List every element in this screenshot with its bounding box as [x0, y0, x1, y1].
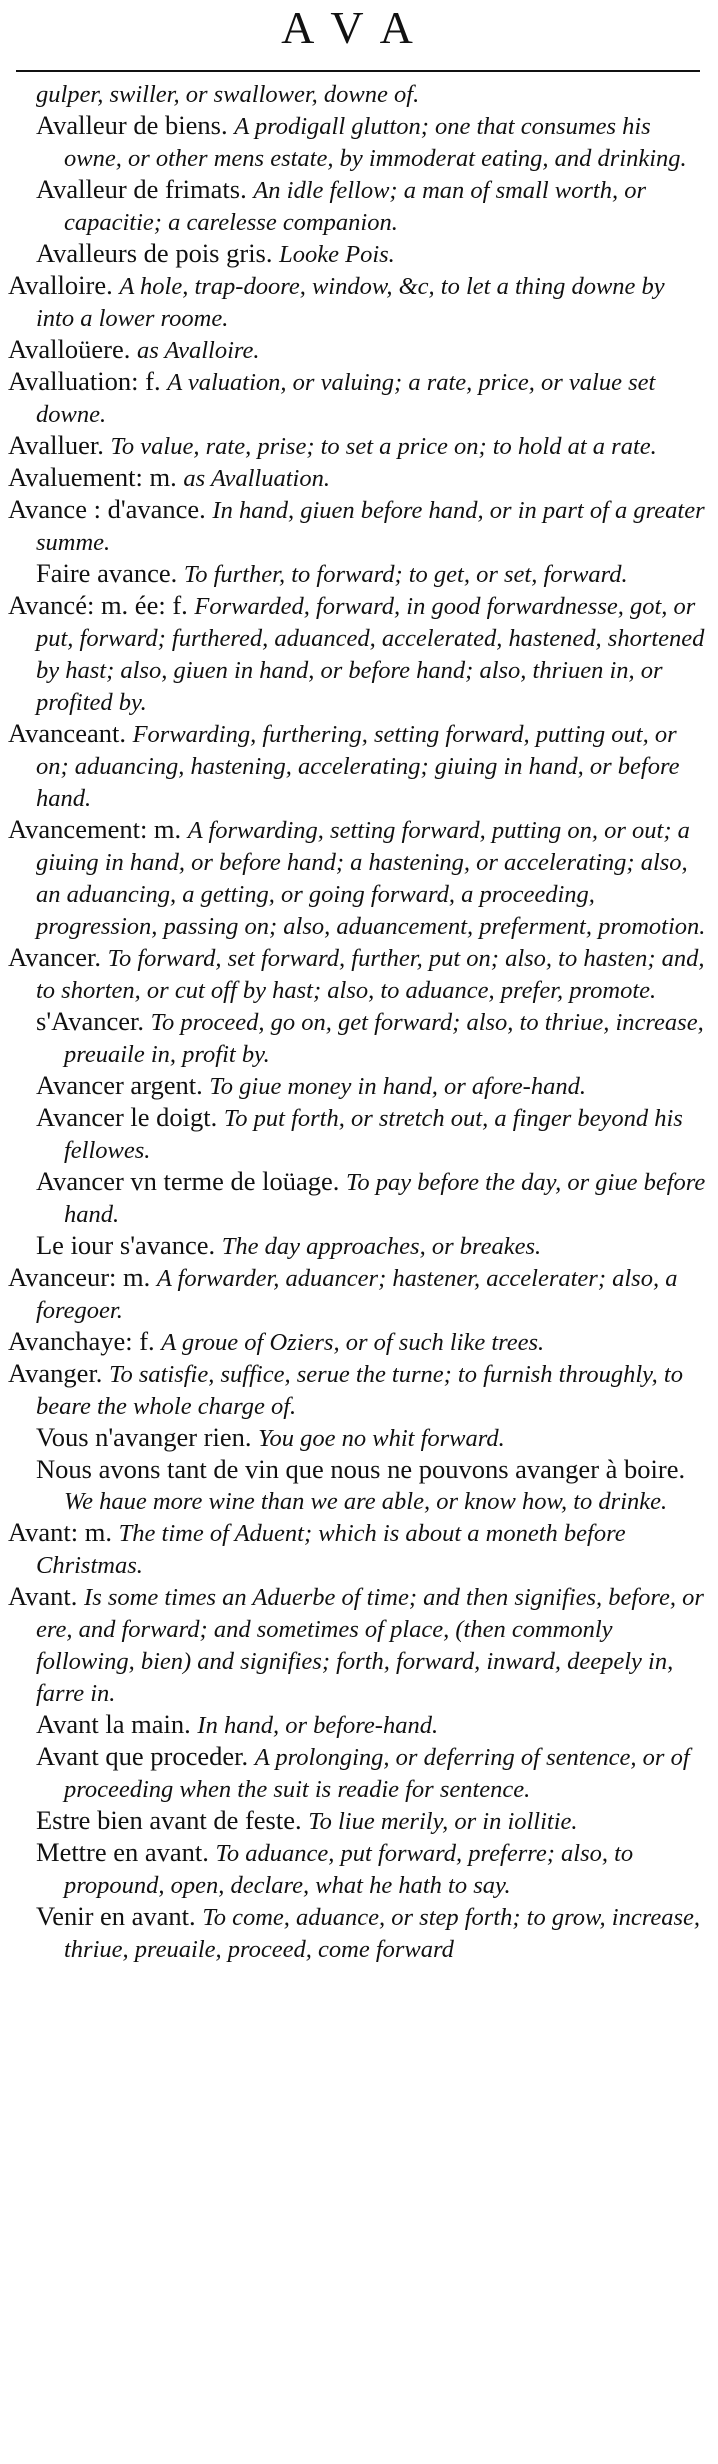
translation: as Avalluation.	[183, 465, 330, 492]
translation: To aduance, put forward, preferre; also, to propound, open, declare, what he hath to say.	[64, 1840, 634, 1899]
headword: Le iour s'avance.	[36, 1230, 216, 1260]
dictionary-entry	[8, 1517, 708, 1581]
translation: In hand, or before-hand.	[197, 1712, 439, 1739]
translation: A forwarding, setting forward, putting on, or out; a giuing in hand, or before hand; a hastening, or accelerating; also, an aduancing, a getting, or going forward, a proceeding, progression, passing on; also, aduancement, preferment, promotion.	[36, 817, 706, 940]
header-rule	[16, 70, 700, 72]
translation: A valuation, or valuing; a rate, price, or value set downe.	[36, 369, 656, 428]
dictionary-entry	[8, 590, 708, 718]
translation: To satisfie, suffice, serue the turne; to furnish throughly, to beare the whole charge of.	[36, 1361, 683, 1420]
headword: Avancer.	[8, 942, 101, 972]
sub-entry	[8, 1102, 708, 1166]
dictionary-entry	[8, 1262, 708, 1326]
headword: Avalleur de biens.	[36, 110, 228, 140]
headword: Avancer vn terme de loüage.	[36, 1166, 340, 1196]
entry-list	[8, 78, 708, 1965]
sub-entry	[8, 558, 708, 590]
translation: A forwarder, aduancer; hastener, accelerater; also, a foregoer.	[36, 1265, 678, 1324]
translation: To liue merily, or in iollitie.	[308, 1808, 578, 1835]
headword: Avant la main.	[36, 1709, 191, 1739]
translation: Looke Pois.	[279, 241, 395, 268]
headword: Venir en avant.	[36, 1901, 196, 1931]
sub-entry	[8, 238, 708, 270]
translation: Forwarding, furthering, setting forward, putting out, or on; aduancing, hastening, accelerating; giuing in hand, or before hand.	[36, 721, 680, 812]
dictionary-entry	[8, 494, 708, 558]
headword: Avancement: m.	[8, 814, 182, 844]
translation: To proceed, go on, get forward; also, to thriue, increase, preuaile in, profit by.	[64, 1009, 704, 1068]
translation: A hole, trap-doore, window, &c, to let a thing downe by into a lower roome.	[36, 273, 665, 332]
headword: Avance : d'avance.	[8, 494, 206, 524]
translation: We haue more wine than we are able, or know how, to drinke.	[64, 1488, 668, 1515]
headword: Avalloire.	[8, 270, 113, 300]
dictionary-entry	[8, 78, 708, 110]
translation: The day approaches, or breakes.	[221, 1233, 542, 1260]
translation: You goe no whit forward.	[258, 1425, 505, 1452]
sub-entry	[8, 1901, 708, 1965]
headword: Avanceur: m.	[8, 1262, 151, 1292]
dictionary-entry	[8, 814, 708, 942]
page-header: AVA	[281, 2, 435, 53]
sub-entry	[8, 1070, 708, 1102]
translation: In hand, giuen before hand, or in part of a greater summe.	[36, 497, 705, 556]
translation: An idle fellow; a man of small worth, or capacitie; a carelesse companion.	[64, 177, 647, 236]
translation: To further, to forward; to get, or set, forward.	[183, 561, 628, 588]
headword: Faire avance.	[36, 558, 178, 588]
headword: s'Avancer.	[36, 1006, 145, 1036]
headword: Avalleur de frimats.	[36, 174, 247, 204]
dictionary-entry	[8, 430, 708, 462]
translation: To forward, set forward, further, put on; also, to hasten; and, to shorten, or cut off by hast; also, to aduance, prefer, promote.	[36, 945, 705, 1004]
translation: gulper, swiller, or swallower, downe of.	[36, 81, 420, 108]
sub-entry	[8, 1454, 708, 1517]
headword: Avant: m.	[8, 1517, 113, 1547]
translation: The time of Aduent; which is about a moneth before Christmas.	[36, 1520, 626, 1579]
headword: Avalluation: f.	[8, 366, 161, 396]
translation: Forwarded, forward, in good forwardnesse, got, or put, forward; furthered, aduanced, accelerated, hastened, shortened by hast; also, giuen in hand, or before hand; also, thriuen in, or profited by.	[36, 593, 705, 716]
sub-entry	[8, 1006, 708, 1070]
translation: A prolonging, or deferring of sentence, or of proceeding when the suit is readie for sentence.	[64, 1744, 690, 1803]
headword: Avanger.	[8, 1358, 103, 1388]
dictionary-entry	[8, 718, 708, 814]
sub-entry	[8, 1741, 708, 1805]
headword: Mettre en avant.	[36, 1837, 209, 1867]
sub-entry	[8, 1230, 708, 1262]
headword: Avancer le doigt.	[36, 1102, 218, 1132]
sub-entry	[8, 1422, 708, 1454]
sub-entry	[8, 1166, 708, 1230]
sub-entry	[8, 110, 708, 174]
dictionary-entry	[8, 462, 708, 494]
headword: Avaluement: m.	[8, 462, 177, 492]
headword: Avalluer.	[8, 430, 104, 460]
sub-entry	[8, 174, 708, 238]
headword: Avalloüere.	[8, 334, 131, 364]
headword: Avancé: m. ée: f.	[8, 590, 188, 620]
headword: Avant que proceder.	[36, 1741, 249, 1771]
translation: To giue money in hand, or afore-hand.	[209, 1073, 586, 1100]
translation: as Avalloire.	[137, 337, 260, 364]
headword: Avancer argent.	[36, 1070, 203, 1100]
translation: A groue of Oziers, or of such like trees.	[161, 1329, 545, 1356]
translation: To come, aduance, or step forth; to grow, increase, thriue, preuaile, proceed, come forward	[64, 1904, 700, 1963]
translation: A prodigall glutton; one that consumes his owne, or other mens estate, by immoderat eating, and drinking.	[64, 113, 687, 172]
headword: Avalleurs de pois gris.	[36, 238, 273, 268]
dictionary-entry	[8, 270, 708, 334]
dictionary-entry	[8, 1358, 708, 1422]
translation: To value, rate, prise; to set a price on; to hold at a rate.	[110, 433, 657, 460]
dictionary-entry	[8, 366, 708, 430]
translation: Is some times an Aduerbe of time; and then signifies, before, or ere, and forward; and sometimes of place, (then commonly following, bien) and signifies; forth, forward, inward, deepely in, farre in.	[36, 1584, 704, 1707]
sub-entry	[8, 1837, 708, 1901]
sub-entry	[8, 1805, 708, 1837]
headword: Vous n'avanger rien.	[36, 1422, 252, 1452]
translation: To pay before the day, or giue before hand.	[64, 1169, 706, 1228]
headword: Estre bien avant de feste.	[36, 1805, 302, 1835]
headword: Avanceant.	[8, 718, 126, 748]
dictionary-entry	[8, 942, 708, 1006]
dictionary-entry	[8, 1326, 708, 1358]
headword: Avanchaye: f.	[8, 1326, 155, 1356]
headword: Nous avons tant de vin que nous ne pouvons avanger à boire.	[36, 1454, 686, 1484]
headword: Avant.	[8, 1581, 78, 1611]
dictionary-entry	[8, 334, 708, 366]
dictionary-entry	[8, 1581, 708, 1709]
sub-entry	[8, 1709, 708, 1741]
translation: To put forth, or stretch out, a finger beyond his fellowes.	[64, 1105, 683, 1164]
